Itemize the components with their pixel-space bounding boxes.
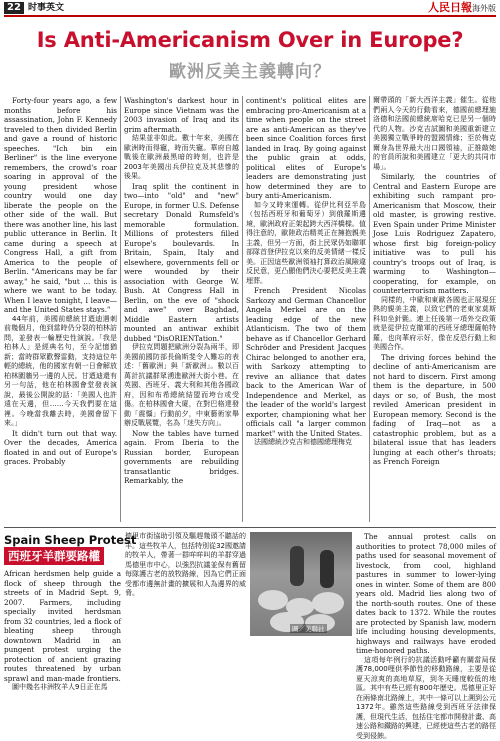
box-column-2 xyxy=(125,532,246,691)
box-paragraph: African herdsmen help guide a flock of sheep through the streets of in Madrid Sept. 9, 2007. Farmers, including specially invited herdsman from 32 countries, led a flock of bleating sheep through downtown Madrid in an pungent protest urging the protection of ancient grazing routes threatened by urban sprawl and man-made frontiers. xyxy=(4,569,121,683)
box-title-zh: 西班牙羊群要路權 xyxy=(4,547,104,565)
article-column-2 xyxy=(124,96,239,522)
column-divider xyxy=(242,96,243,522)
herdsman-figure xyxy=(320,550,334,588)
article-paragraph: It didn't turn out that way. Over the decades, America floated in and out of Europe's graces. Probably xyxy=(4,429,117,467)
article-paragraph-zh: 同樣的，中歐和東歐各國也正展現狂熱的親美主義，以致它們的老東家莫斯科如坐針氈。連上任後第一項外交政策就是從伊拉克撤軍的西班牙總理薩帕特羅，也向華府示好，像在反恐行動上和美國合作。 xyxy=(373,296,496,353)
box-column-1 xyxy=(4,569,121,691)
brand-subtitle: 海外版 xyxy=(472,4,496,13)
newspaper-brand xyxy=(428,2,496,15)
box-title-en: Spain Sheep Protest xyxy=(4,533,136,547)
article-title-zh: 歐洲反美主義轉向？ xyxy=(0,57,500,82)
box-paragraph-zh: 圖中幾名非洲牧羊人9日正在馬 xyxy=(4,683,121,693)
herdsman-figure xyxy=(290,546,304,586)
article-column-3 xyxy=(246,96,366,522)
sheep-shape xyxy=(258,590,288,610)
header-rule xyxy=(4,15,496,17)
sheep-protest-photo xyxy=(250,532,352,636)
article-paragraph: French President Nicolas Sarkozy and German Chancellor Angela Merkel are on the leading edge of the new Atlanticism. The two of them behave as if Chancellor Gerhard Schröder and President Jacques Chirac belonged to another era, with Sarkozy attempting to revive an alliance that dates back to the American War of Independence and Merkel, as the leader of the world's largest exporter, championing what her officials call "a larger common market" with the United States. xyxy=(246,286,366,438)
article-paragraph: The driving forces behind the decline of anti-Americanism are not hard to discern. First among them is the departure, in 500 days or so, of Bush, the most reviled American president in European memory. Second is the fading of Iraq—not as a catastrophic problem, but as a bilateral issue that has leaders lunging at each other's throats; as French Foreign xyxy=(373,353,496,467)
page-number: 22 xyxy=(4,2,24,14)
article-paragraph: continent's political elites are embracing pro-Americanism at a time when people on the street are as anti-American as they've been since Coalition forces first landed in Iraq. By going against the public grain at odds, political elites of Europe's leaders are demonstrating just how determined they are to bury anti-Americanism. xyxy=(246,96,366,201)
section-separator xyxy=(4,527,496,528)
page-header xyxy=(4,2,496,16)
article-paragraph-zh: 伊拉克問題把歐洲分裂為兩半，即美國前國防部長倫斯斐令人難忘的表述：「舊歐洲」與「新歐洲」。數以百萬計抗議群眾湧進歐洲大街小巷。在英國、西班牙、義大利和其他各國政府，因和布希總統結盟而垮台或受傷。在柏林國會大廈，在對巴格達發動「震懾」行動前夕，中東藝術家舉辦反戰展覽，名為「迷失方向」。 xyxy=(124,343,239,429)
article-paragraph-zh: 結果並非如此。數十年來，美國在歐洲時而得寵，時而失寵。華府自越戰後在歐洲最黑暗的時刻，也許是2003年美國出兵伊拉克及其悲慘的後果。 xyxy=(124,134,239,182)
photo-caption: 圖／美聯社 xyxy=(290,624,327,633)
article-paragraph: Washington's darkest hour in Europe since Vietnam was the 2003 invasion of Iraq and its grim aftermath. xyxy=(124,96,239,134)
brand-name: 人民日報 xyxy=(428,1,472,14)
article-paragraph: Now the tables have turned again. From Iberia to the Russian border, European governments are rebuilding transatlantic bridges. Remarkably, the xyxy=(124,429,239,486)
article-paragraph: Forty-four years ago, a few months before his assassination, John F. Kennedy traveled to then divided Berlin and gave a round of historic speeches. "Ich bin ein Berliner" is the line everyone remembers, the crowd's roar soaring in approval of the young president whose country would one day liberate the people on the other side of the wall. But there was another line, his last public utterance in Berlin. It came during a speech at Congress Hall, a gift from America to the people of Berlin. "Americans may be far away," he said, "but ... this is where we want to be today. When I leave tonight, I leave—and the United States stays." xyxy=(4,96,117,315)
article-title-en: Is Anti-Americanism Over in Europe? xyxy=(0,28,500,52)
column-divider xyxy=(120,96,121,522)
sheep-shape xyxy=(312,592,344,614)
box-column-3 xyxy=(356,532,496,691)
section-name: 时事英文 xyxy=(28,2,64,14)
article-paragraph: Similarly, the countries of Central and Eastern Europe are exhibiting such rampant pro-Americanism that Moscow, their old master, is growing restive. Even Spain under Prime Minister Jose Luis Rodriguez Zapatero, whose first big foreign-policy initiative was to pull his country's troops out of Iraq, is warming to Washington—cooperating, for example, on counterterrorism matters. xyxy=(373,172,496,296)
article-paragraph: Iraq split the continent in two—into "old" and "new" Europe, in former U.S. Defense secretary Donald Rumsfeld's memorable formulation. Millions of protesters filled Europe's boulevards. In Britain, Spain, Italy and elsewhere, governments fell or were wounded by their association with George W. Bush. At Congress Hall in Berlin, on the eve of "shock and awe" over Baghdad, Middle Eastern artists mounted an antiwar exhibit dubbed "DisORIENTation." xyxy=(124,182,239,344)
article-paragraph-zh: 爾帶頭的「新大西洋主義」催生。從他們兩人今天的行動看來，德國前總理施洛德和法國前總統席哈克已是另一個時代的人物。沙克吉試圖和美國重新建立美國獨立戰爭時的盟國情緣；至於梅克爾身為世界最大出口國領袖，正推敲她的官員所說和美國建立「更大的共同市場」。 xyxy=(373,96,496,172)
box-paragraph-zh: 這項每年例行的抗議活動呼籲有關當局保護78,000哩供季節性的移動路線，主要是從夏天涼爽的高地草原，到冬天睡度較低的地區。其中有些已經有800年歷史。馬德里正好在兩條南北路線上，其中一條可以上溯到公元1372年。雖然這些路線受到西班牙法律保護，但現代生活，包括住宅都市開發計畫、高速公路和鐵路的興建，已經使這些古老的路徑受到侵蝕。 xyxy=(356,656,496,741)
article-paragraph-zh: 如今又時來運轉。從伊比利亞半島（包括西班牙和葡萄牙）到俄羅斯邊境，歐洲政府正架起跨大西洋橋樑。值得注意的，歐陸政治精英正在擁抱親美主義，但另一方面，街上民眾仍如聯軍部隊首登伊拉克以來的反美情緒一樣反美。正因這些歐洲領袖打算政治風險違反民意，更凸顯他們決心要把反美主義埋葬。 xyxy=(246,201,366,287)
box-paragraph: The annual protest calls on authorities to protect 78,000 miles of paths used for seasonal movement of livestock, from cool, highland pastures in summer to lower-lying ones in winter. Some of them are 800 years old. Madrid lies along two of the north-south routes. One of these dates back to 1372. While the routes are protected by Spanish law, modern life including housing developments, highways and railways have eroded time-honored paths. xyxy=(356,532,496,656)
article-paragraph-zh: 法國總統沙克吉和德國總理梅克 xyxy=(246,438,366,448)
article-paragraph-zh: 44年前，美國前總統甘迺迪遇刺前幾個月，他到當時仍分裂的柏林訪問，並發表一輪歷史性演說。「我是柏林人」是經典名句，至今記憶猶新；當時群眾歡聲雷動，支持這位年輕的總統，他的國家有朝一日會解放柏林圍牆另一邊的人民。甘迺迪還有另一句話，他在柏林國會堂發表演說，最後公開說的話：「美國人也許遠在天邊，但……今天我們要在這裡。今晚當我離去時，美國會留下來。」 xyxy=(4,315,117,429)
column-divider xyxy=(369,96,370,522)
box-paragraph-zh: 德里市街協助引領及驅趕幾頭不聽話的羊。這些牧羊人，包括特別從32國邀請的牧羊人，帶著一群咩咩叫的羊群穿過馬德里市中心，以強烈抗議並保有舊留每隊護古老的放牧路線，因為它們正面受都市邊無計畫的擴展和人為邊界的威脅。 xyxy=(125,532,246,599)
article-column-1 xyxy=(4,96,117,522)
article-column-4 xyxy=(373,96,496,522)
